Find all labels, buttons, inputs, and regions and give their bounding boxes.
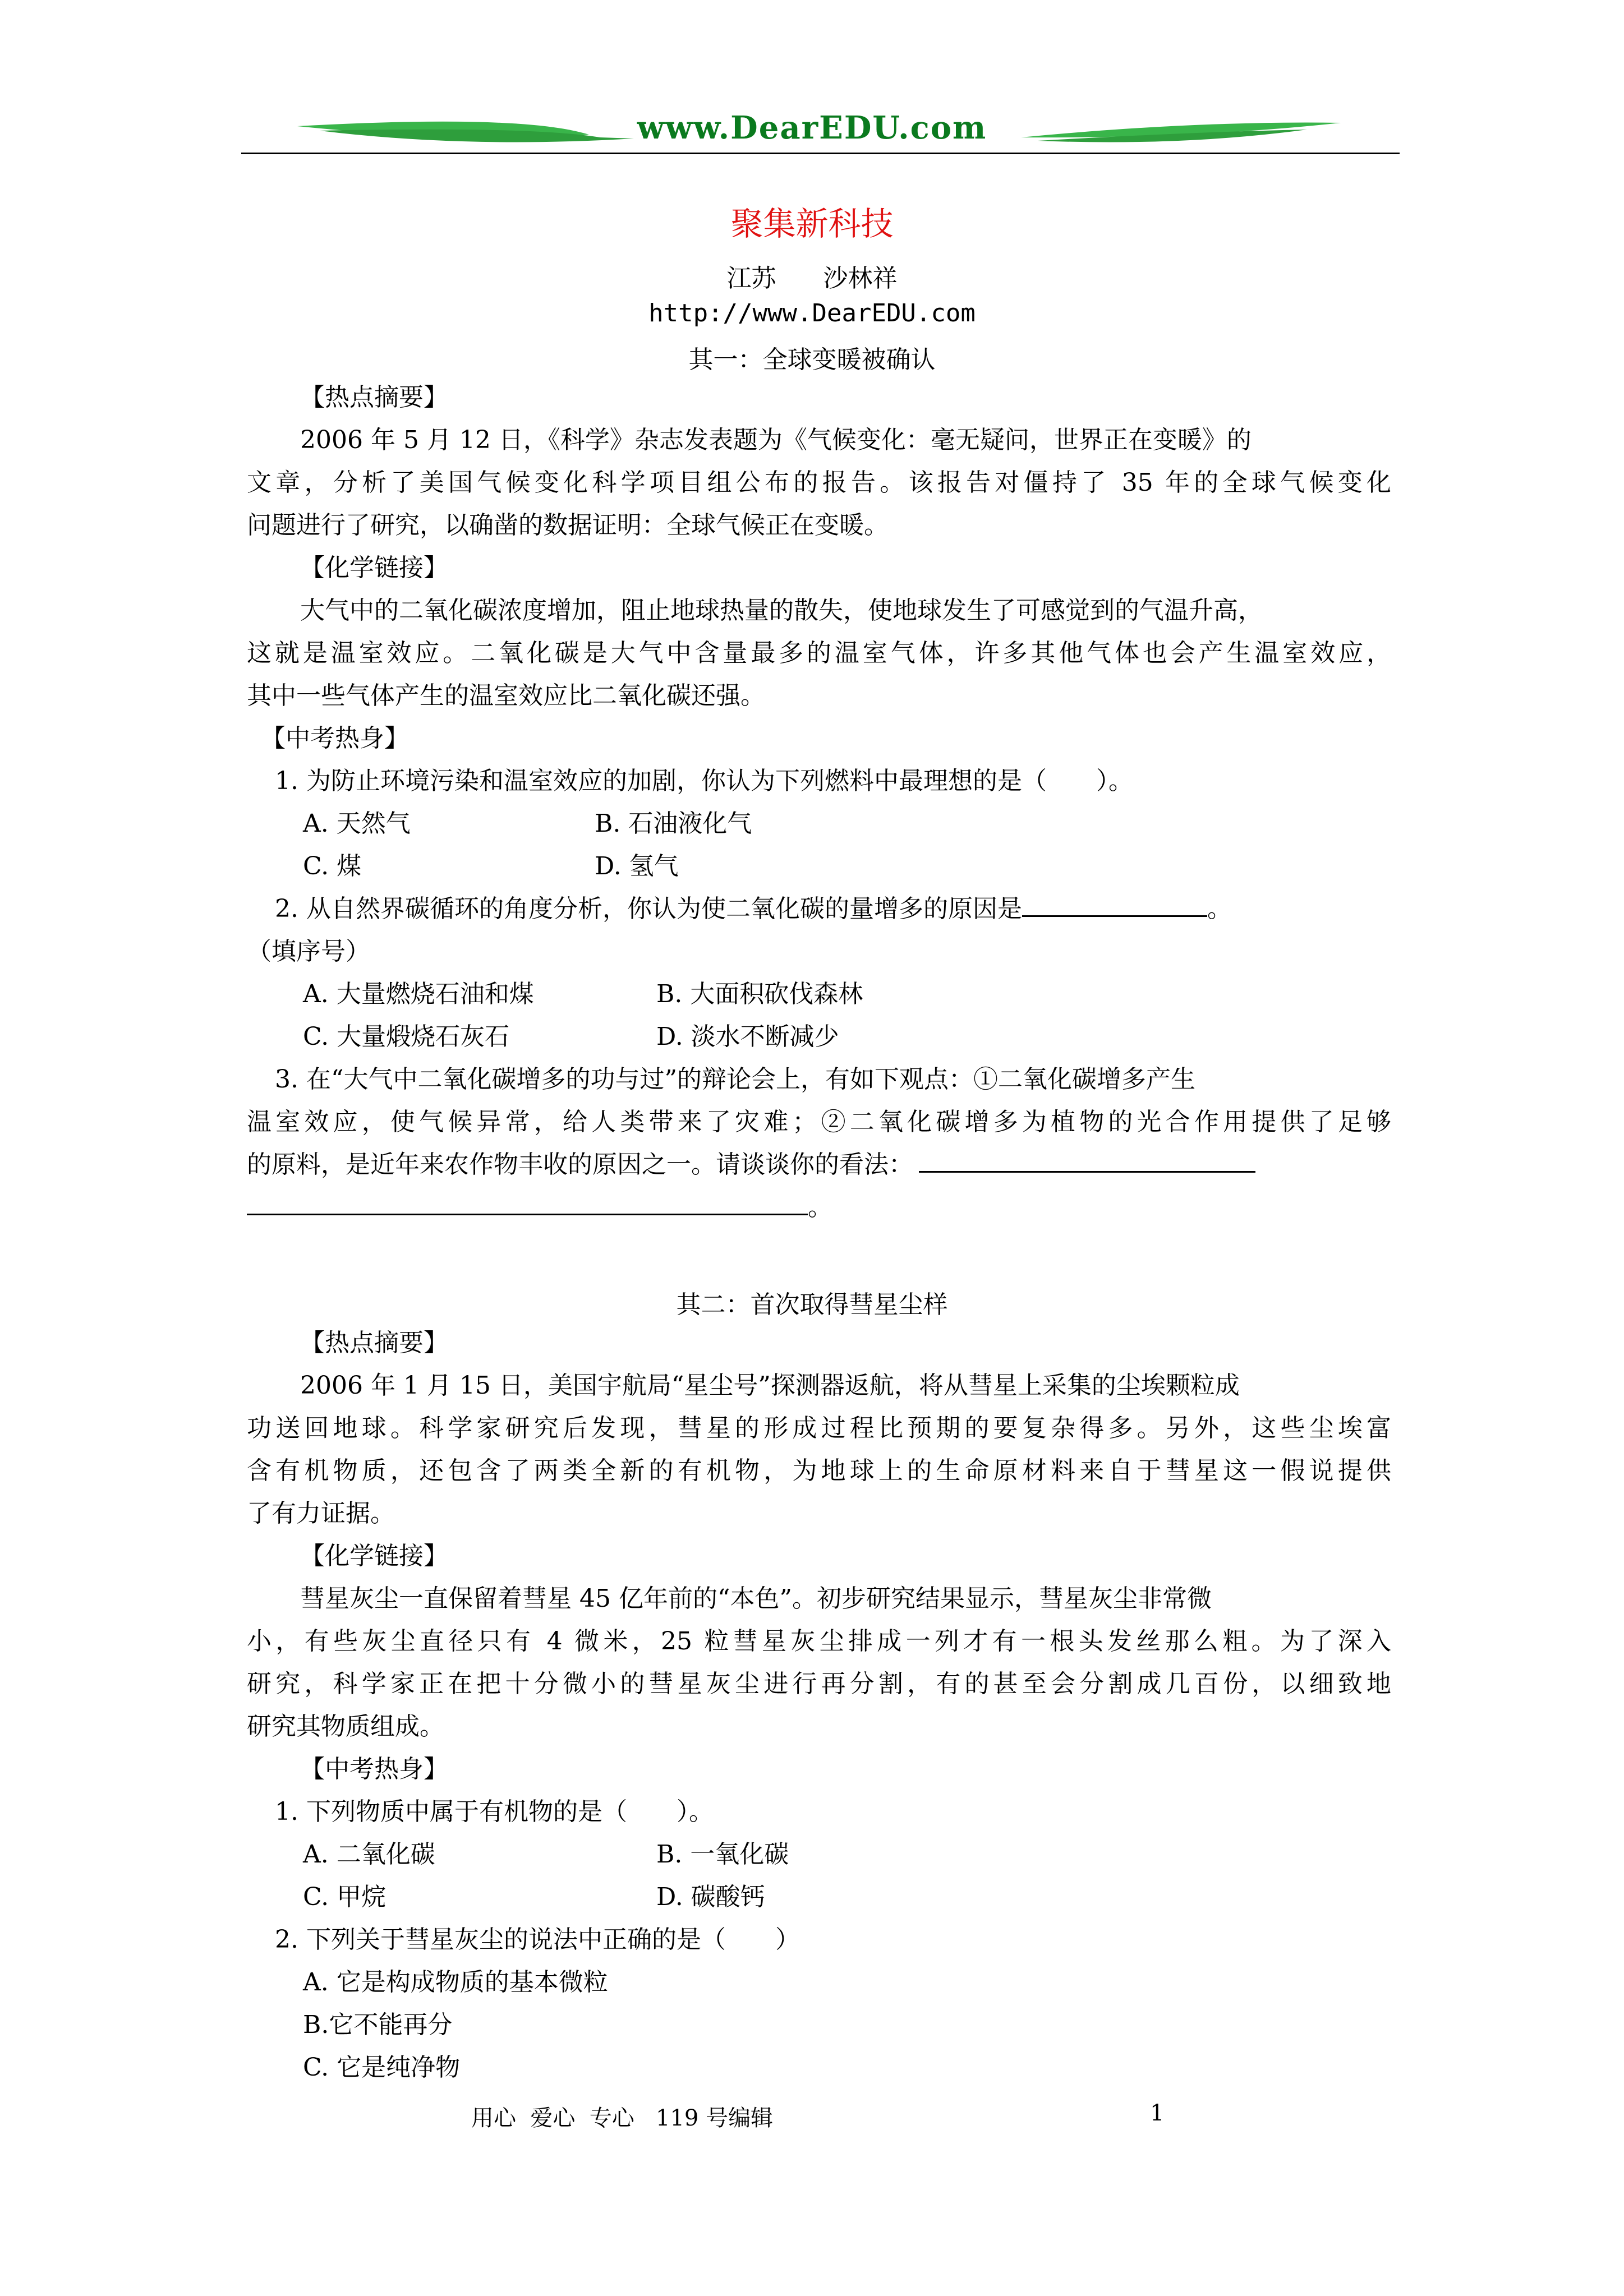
section1-exam-label: 【中考热身】 [261, 724, 409, 753]
section1-link-line: 大气中的二氧化碳浓度增加，阻止地球热量的散失，使地球发生了可感觉到的气温升高， [300, 596, 1263, 625]
s1-q3-answer-blank[interactable] [919, 1149, 1255, 1173]
section2-heading: 其二：首次取得彗星尘样 [676, 1290, 948, 1319]
s1-q2-option-d[interactable]: D. 淡水不断减少 [656, 1022, 839, 1051]
s1-q1-option-b[interactable]: B. 石油液化气 [595, 809, 752, 838]
page-number: 1 [1150, 2100, 1165, 2126]
footer-text: 用心 爱心 专心 119 号编辑 [471, 2105, 774, 2131]
s1-q3-text: 的原料，是近年来农作物丰收的原因之一。请谈谈你的看法： [247, 1150, 913, 1179]
s2-question-2: 2. 下列关于彗星灰尘的说法中正确的是（ ） [275, 1925, 800, 1954]
s2-q1-option-a[interactable]: A. 二氧化碳 [303, 1840, 435, 1869]
section1-summary-line: 2006 年 5 月 12 日，《科学》杂志发表题为《气候变化：毫无疑问，世界正在变暖》的 [300, 426, 1252, 454]
section2-link-line: 研究其物质组成。 [247, 1712, 444, 1741]
s1-q3-answer-blank-2[interactable] [247, 1191, 808, 1215]
section1-link-line: 这就是温室效应。二氧化碳是大气中含量最多的温室气体，许多其他气体也会产生温室效应， [247, 639, 1391, 667]
s1-q2-option-b[interactable]: B. 大面积砍伐森林 [656, 980, 863, 1008]
s2-question-1: 1. 下列物质中属于有机物的是（ ）。 [275, 1797, 714, 1826]
section2-summary-line: 含有机物质，还包含了两类全新的有机物，为地球上的生命原材料来自于彗星这一假说提供 [247, 1456, 1391, 1485]
section1-summary-label: 【热点摘要】 [300, 383, 448, 412]
document-title: 聚集新科技 [730, 205, 894, 243]
section2-link-line: 小，有些灰尘直径只有 4 微米，25 粒彗星灰尘排成一列才有一根头发丝那么粗。为了深入 [247, 1627, 1391, 1656]
s1-q2-answer-blank[interactable] [1022, 893, 1207, 917]
section2-summary-line: 功送回地球。科学家研究后发现，彗星的形成过程比预期的要复杂得多。另外，这些尘埃富 [247, 1414, 1391, 1442]
s1-q3-continuation [247, 1189, 832, 1226]
s1-q1-option-a[interactable]: A. 天然气 [303, 809, 411, 838]
section2-link-label: 【化学链接】 [300, 1542, 448, 1570]
s2-q2-option-a[interactable]: A. 它是构成物质的基本微粒 [303, 1968, 608, 1997]
s1-question-3-line: 3. 在“大气中二氧化碳增多的功与过”的辩论会上，有如下观点：①二氧化碳增多产生 [275, 1065, 1195, 1094]
s2-q2-option-b[interactable]: B.它不能再分 [303, 2011, 453, 2039]
s2-q1-option-b[interactable]: B. 一氧化碳 [656, 1840, 789, 1869]
s1-q1-option-c[interactable]: C. 煤 [303, 852, 362, 880]
section2-link-line: 彗星灰尘一直保留着彗星 45 亿年前的“本色”。初步研究结果显示，彗星灰尘非常微 [300, 1584, 1212, 1613]
site-url-link[interactable]: http://www.DearEDU.com [648, 299, 976, 328]
s2-q1-option-d[interactable]: D. 碳酸钙 [656, 1883, 765, 1911]
s1-question-1: 1. 为防止环境污染和温室效应的加剧，你认为下列燃料中最理想的是（ ）。 [275, 767, 1133, 795]
section1-heading: 其一：全球变暖被确认 [688, 345, 936, 374]
s1-q3-end: 。 [808, 1193, 832, 1221]
section2-summary-line: 2006 年 1 月 15 日，美国宇航局“星尘号”探测器返航，将从彗星上采集的尘埃颗粒成 [300, 1371, 1240, 1400]
s2-q2-option-c[interactable]: C. 它是纯净物 [303, 2053, 461, 2082]
s2-q1-option-c[interactable]: C. 甲烷 [303, 1883, 387, 1911]
section1-summary-line: 问题进行了研究，以确凿的数据证明：全球气候正在变暖。 [247, 511, 889, 540]
section1-summary-line: 文章，分析了美国气候变化科学项目组公布的报告。该报告对僵持了 35 年的全球气候变化 [247, 468, 1391, 497]
s1-q2-text: 2. 从自然界碳循环的角度分析，你认为使二氧化碳的量增多的原因是 [275, 895, 1022, 923]
s1-question-3-line: 温室效应，使气候异常，给人类带来了灾难；②二氧化碳增多为植物的光合作用提供了足够 [247, 1108, 1391, 1136]
section1-link-line: 其中一些气体产生的温室效应比二氧化碳还强。 [247, 681, 765, 710]
site-logo[interactable]: www.DearEDU.com [637, 109, 987, 146]
section2-exam-label: 【中考热身】 [300, 1755, 448, 1783]
section2-summary-label: 【热点摘要】 [300, 1329, 448, 1357]
author-line: 江苏 沙林祥 [726, 264, 898, 293]
section2-link-line: 研究，科学家正在把十分微小的彗星灰尘进行再分割，有的甚至会分割成几百份，以细致地 [247, 1670, 1391, 1698]
s1-q2-option-a[interactable]: A. 大量燃烧石油和煤 [303, 980, 534, 1008]
section1-link-label: 【化学链接】 [300, 554, 448, 582]
s1-q1-option-d[interactable]: D. 氢气 [595, 852, 679, 880]
header-rule [241, 153, 1400, 154]
s1-question-2 [275, 891, 1232, 928]
s1-q2-note: （填序号） [247, 937, 370, 966]
s1-q2-end: 。 [1207, 895, 1232, 923]
s1-question-3-line [247, 1146, 1255, 1183]
section2-summary-line: 了有力证据。 [247, 1499, 395, 1528]
s1-q2-option-c[interactable]: C. 大量煅烧石灰石 [303, 1022, 510, 1051]
